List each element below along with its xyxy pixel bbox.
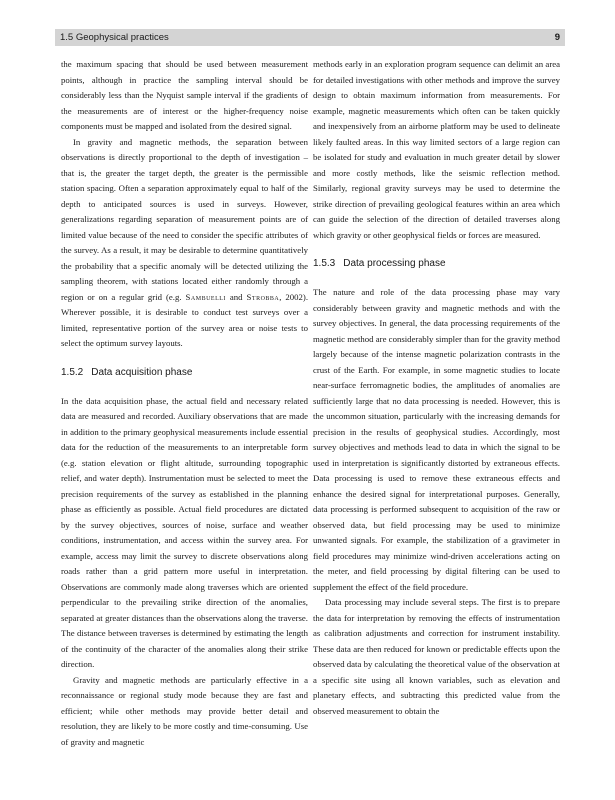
paragraph-reconnaissance: Gravity and magnetic methods are particularly effective in a reconnaissance or regional study mode because they are fast and efficient; while other methods may provide better detail and resolution, they are likely to be more costly and time-consuming. Use of gravity and magnetic	[61, 674, 308, 747]
section-title-data-processing: Data processing phase	[343, 258, 446, 269]
section-heading-data-processing	[313, 256, 560, 271]
section-title-data-acquisition: Data acquisition phase	[91, 366, 193, 378]
section-number-1-5-2: 1.5.2	[61, 366, 84, 378]
running-header	[55, 29, 565, 46]
page-number: 9	[554, 32, 560, 43]
paragraph-data-processing-steps: Data processing may include several steps. The first is to prepare the data for interpretation by removing the effects of instrumentation as calibration adjustments and correction for instrument instability. These data are then reduced for known or predictable effects upon the observed data by calculating the theoretical value of the observation at a specific site using all known variables, such as elevation and planetary effects, and subtracting this predicted value from the observed measurement to obtain the	[313, 597, 560, 716]
citation-author-sambuelli: Sambuelli	[185, 291, 226, 302]
running-header-section-title: 1.5 Geophysical practices	[60, 32, 169, 43]
section-number-1-5-3: 1.5.3	[313, 258, 336, 269]
left-column	[61, 57, 308, 750]
paragraph-station-separation-continued: , 2002). Wherever possible, it is desirable to conduct test surveys over a limited, representative portion of the survey area or noise tests to select the optimum survey layouts.	[61, 291, 309, 348]
paragraph-exploration-sequence: methods early in an exploration program sequence can delimit an area for detailed investigations with other methods and improve the survey design to obtain maximum information from measurements. For example, magnetic measurements which often can be taken quickly and inexpensively from an airborne platform may be used to delineate likely faulted areas. In this way limited sectors of a large region can be isolated for study and evaluation in much greater detail by slower and more costly methods, like the seismic reflection method. Similarly, regional gravity surveys may be used to determine the strike direction of prevailing geological features within an area which can guide the selection of the direction of detailed traverses along which gravity or other geophysical fields or forces are measured.	[313, 59, 560, 240]
citation-author-strobba: Strobba	[246, 291, 280, 302]
citation-and: and	[229, 291, 243, 302]
paragraph-station-separation	[61, 135, 308, 352]
section-heading-data-acquisition	[61, 365, 308, 380]
paragraph-data-processing-nature: The nature and role of the data processing phase may vary considerably between gravity and magnetic methods and with the survey objectives. In general, the data processing requirements of the magnetic method are considerably simpler than for the gravity method largely because of the intense magnetic polarization contrasts in the crust of the Earth. For example, in some magnetic studies to locate near-surface ferromagnetic bodies, the amplitudes of anomalies are sufficiently large that no data processing is needed. However, this is the uncommon situation, particularly with the increasing demands for precision in the results of geophysical studies. Accordingly, most survey objectives and methods lead to data in which the signal to be used in interpretation is significantly distorted by extraneous effects. Data processing is used to remove these extraneous effects and enhance the desired signal for interpretational purposes. Generally, data processing is performed subsequent to acquisition of the raw or observed data, but field processing may be used to minimize unwanted signals. For example, the stabilization of a gravimeter in field procedures may minimize wind-driven accelerations acting on the meter, and field processing by digital filtering can be used to supplement the effect of the field procedure.	[313, 287, 560, 592]
right-column	[313, 57, 560, 719]
paragraph-nyquist-spacing: the maximum spacing that should be used between measurement points, although in practice the sampling interval should be considerably less than the Nyquist sample interval if the gradients of the measurements are of interest or the higher-frequency noise components must be mapped and isolated from the desired signal.	[61, 59, 308, 131]
paragraph-station-separation-text: In gravity and magnetic methods, the separation between observations is directly proportional to the depth of investigation – that is, the greater the target depth, the greater is the permissible station spacing. Often a separation approximately equal to half of the depth to anticipated sources is used in surveys. However, generalizations regarding separation of measurement points are of limited value because of the need to consider the specific attributes of the survey. As a result, it may be desirable to determine quantitatively the probability that a specific anomaly will be detected utilizing the sampling theorem, with stations located either randomly through a region or on a regular grid (e.g.	[61, 136, 308, 302]
paragraph-data-acquisition: In the data acquisition phase, the actual field and necessary related data are measured and recorded. Auxiliary observations that are made in addition to the primary geophysical measurements include essential data for the reduction of the measurements to an interpretable form (e.g. station elevation or flight altitude, surrounding topographic relief, and water depth). Instrumentation must be selected to meet the precision requirements of the survey as established in the planning phase as efficiently as possible. Actual field procedures are dictated by the survey objectives, sources of noise, surface and weather conditions, instrumentation, and access within the survey area. For example, access may limit the survey to discrete observations along roads rather than a grid pattern more useful in interpretation. Observations are commonly made along traverses which are oriented perpendicular to the prevailing strike direction of the anomalies, separated at greater distances than the observations along the traverse. The distance between traverses is determined by estimating the length of the continuity of the character of the anomalies along their strike direction.	[61, 395, 308, 669]
